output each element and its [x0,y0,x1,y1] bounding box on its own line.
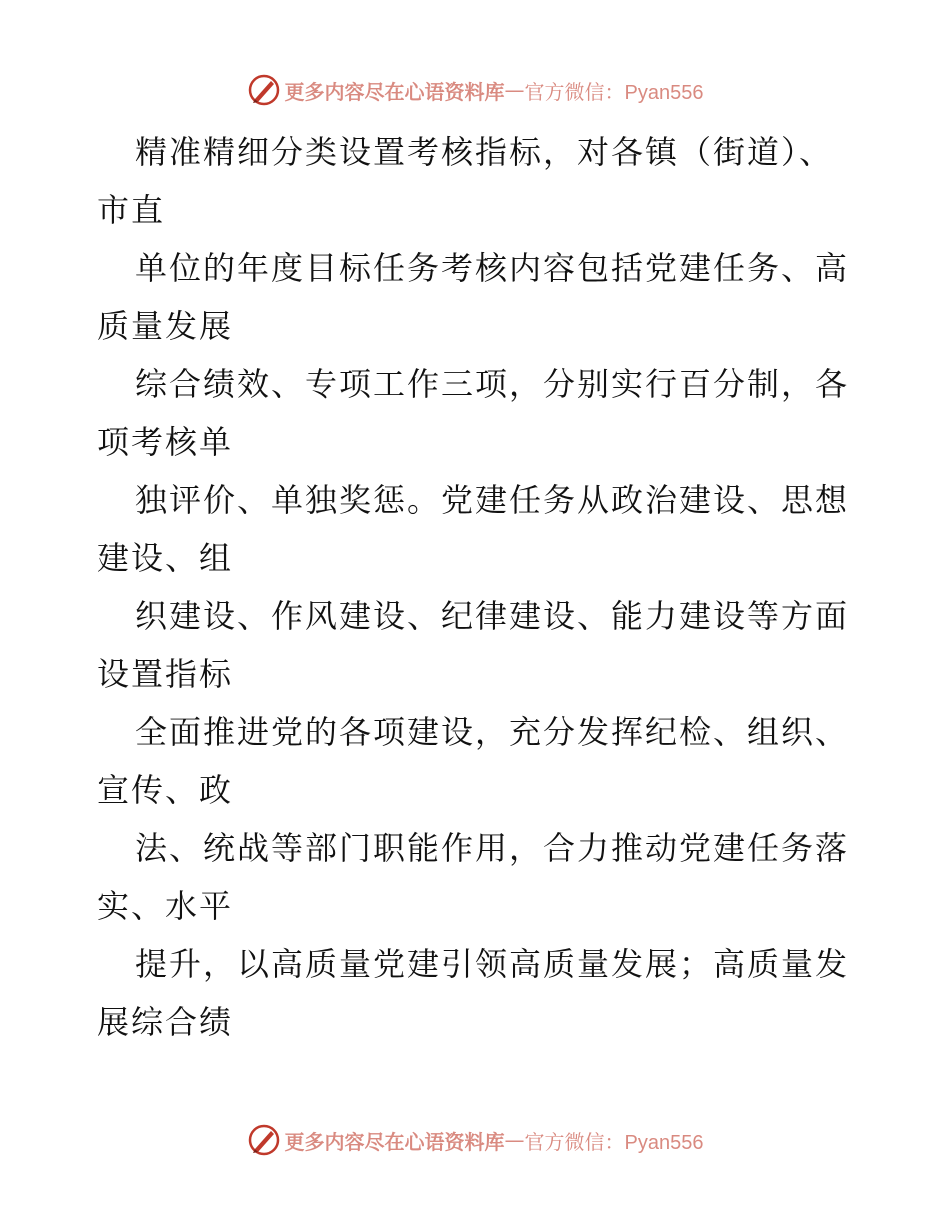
paragraph-line: 全面推进党的各项建设，充分发挥纪检、组织、 [135,713,850,751]
paragraph [97,471,857,587]
paragraph-line: 法、统战等部门职能作用，合力推动党建任务落 [135,829,850,867]
document-body [97,123,857,1051]
paragraph-line: 独评价、单独奖惩。党建任务从政治建设、思想 [135,481,850,519]
paragraph [97,355,857,471]
paragraph-line: 织建设、作风建设、纪律建设、能力建设等方面 [135,597,850,635]
paragraph-line: 市直 [97,191,166,229]
paragraph-line: 质量发展 [97,307,234,345]
banner-text: 更多内容尽在心语资料库 [284,1129,505,1154]
banner-separator: — [504,78,525,102]
banner-contact: 官方微信：Pyan556 [524,81,704,104]
pen-logo-icon [247,1123,281,1157]
paragraph [97,587,857,703]
footer-banner [0,1120,950,1160]
paragraph-line: 提升，以高质量党建引领高质量发展；高质量发 [135,945,850,983]
paragraph-line: 精准精细分类设置考核指标，对各镇（街道）、 [135,133,834,171]
paragraph-line: 建设、组 [97,539,234,577]
paragraph-line: 单位的年度目标任务考核内容包括党建任务、高 [135,249,850,287]
paragraph [97,123,857,239]
paragraph-line: 展综合绩 [97,1003,234,1041]
paragraph [97,819,857,935]
banner-text: 更多内容尽在心语资料库 [284,79,505,104]
paragraph-line: 综合绩效、专项工作三项，分别实行百分制，各 [135,365,850,403]
paragraph-line: 宣传、政 [97,771,234,809]
paragraph [97,935,857,1051]
pen-logo-icon [247,73,281,107]
paragraph-line: 实、水平 [97,887,234,925]
header-banner [0,70,950,110]
banner-contact: 官方微信：Pyan556 [524,1131,704,1154]
paragraph-line: 项考核单 [97,423,234,461]
paragraph-line: 设置指标 [97,655,234,693]
paragraph [97,703,857,819]
paragraph [97,239,857,355]
banner-separator: — [504,1128,525,1152]
